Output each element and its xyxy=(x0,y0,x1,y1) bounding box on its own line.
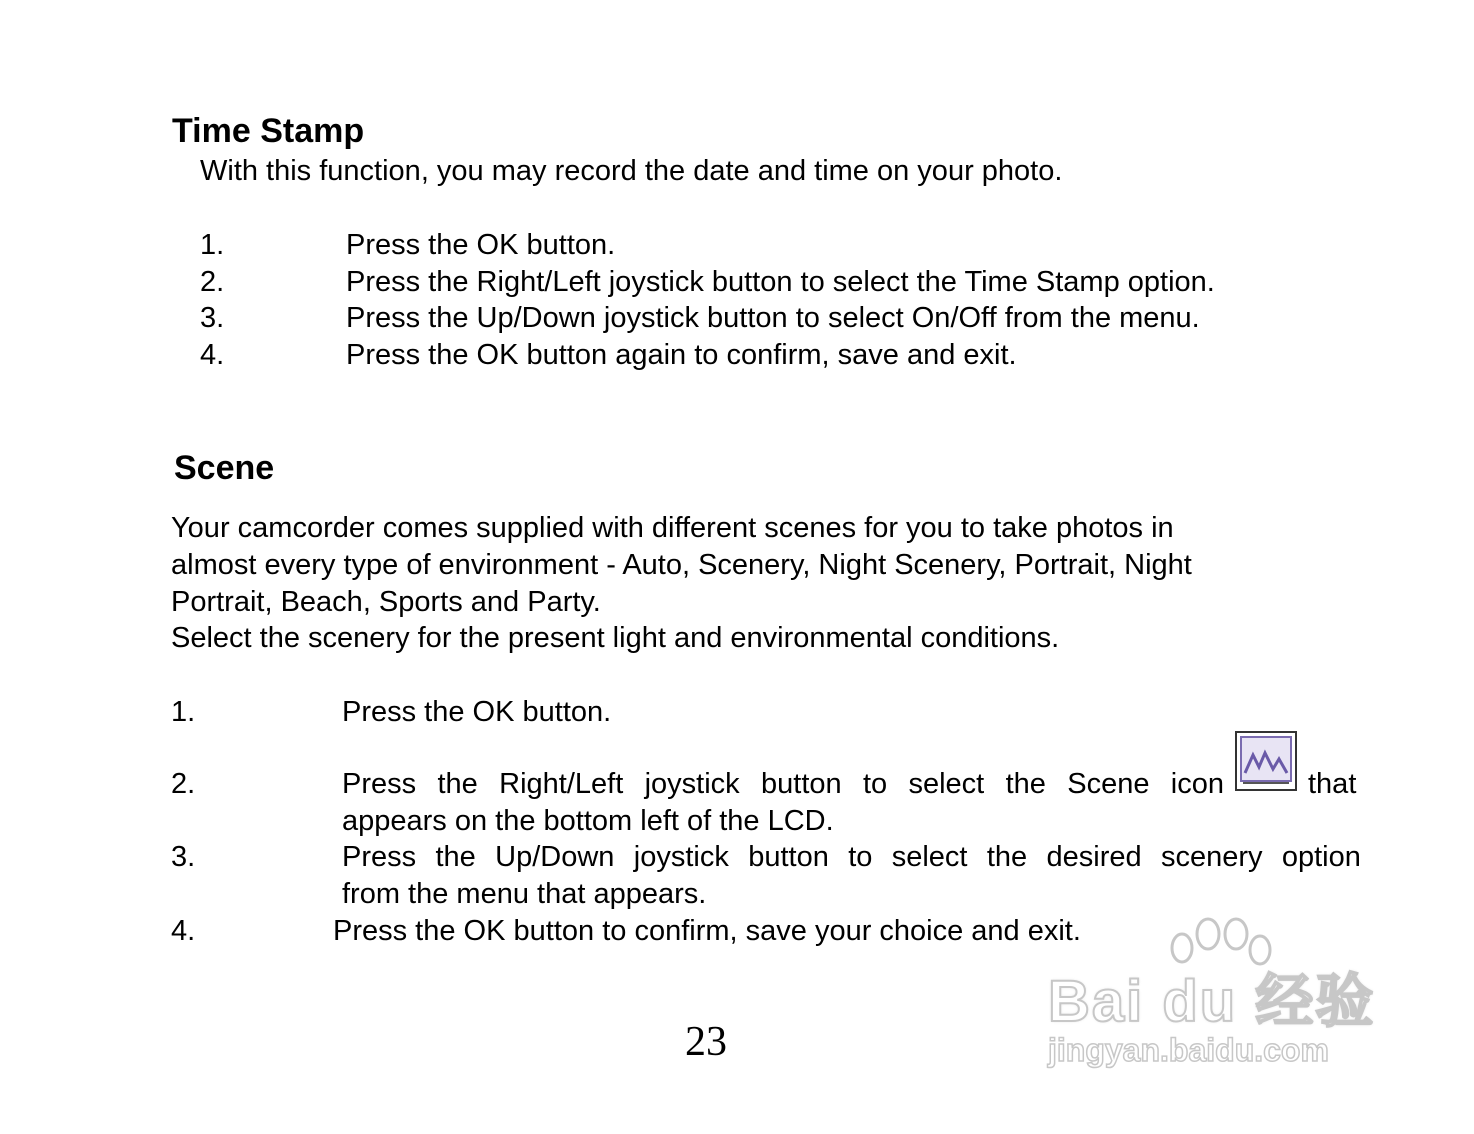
time-stamp-step-text: Press the Up/Down joystick button to select On/Off from the menu. xyxy=(346,302,1200,334)
scene-step-text: Press the OK button to confirm, save your choice and exit. xyxy=(333,915,1081,947)
word: scenery xyxy=(1160,841,1263,873)
time-stamp-step-num: 2. xyxy=(200,266,225,298)
scene-step-2-line2: appears on the bottom left of the LCD. xyxy=(342,805,834,837)
scene-intro-line: Your camcorder comes supplied with different scenes for you to take photos in xyxy=(171,512,1174,544)
word: Scene xyxy=(1067,768,1150,800)
time-stamp-step-text: Press the Right/Left joystick button to select the Time Stamp option. xyxy=(346,266,1215,298)
scene-intro-line: almost every type of environment - Auto, Scenery, Night Scenery, Portrait, Night xyxy=(171,549,1192,581)
scene-step-text: Press the OK button. xyxy=(342,696,612,728)
scene-heading: Scene xyxy=(174,449,275,487)
word: icon xyxy=(1170,768,1224,800)
word: select xyxy=(908,768,985,800)
scene-step-num: 4. xyxy=(171,915,196,947)
time-stamp-step-num: 1. xyxy=(200,229,225,261)
scene-intro-line: Portrait, Beach, Sports and Party. xyxy=(171,586,601,618)
word: joystick xyxy=(633,841,729,873)
scene-step-3-line2: from the menu that appears. xyxy=(342,878,707,910)
word: to xyxy=(848,841,873,873)
word: Right/Left xyxy=(499,768,624,800)
time-stamp-step-num: 4. xyxy=(200,339,225,371)
page-number: 23 xyxy=(685,1019,727,1065)
scene-step-num: 3. xyxy=(171,841,196,873)
scene-step-2-after-icon: that xyxy=(1308,768,1357,800)
word: Press xyxy=(342,841,417,873)
time-stamp-step-num: 3. xyxy=(200,302,225,334)
baidu-watermark xyxy=(1040,920,1400,1080)
word: to xyxy=(862,768,888,800)
word: the xyxy=(1005,768,1046,800)
watermark-main-text: Bai du 经验 xyxy=(1048,969,1376,1034)
word: option xyxy=(1281,841,1361,873)
time-stamp-step-text: Press the OK button again to confirm, save and exit. xyxy=(346,339,1017,371)
time-stamp-step-text: Press the OK button. xyxy=(346,229,616,261)
word: desired xyxy=(1046,841,1142,873)
word: the xyxy=(435,841,476,873)
word: button xyxy=(748,841,829,873)
word: Up/Down xyxy=(495,841,615,873)
time-stamp-intro: With this function, you may record the date and time on your photo. xyxy=(200,155,1063,187)
word: select xyxy=(891,841,968,873)
time-stamp-heading: Time Stamp xyxy=(172,112,365,150)
watermark-url: jingyan.baidu.com xyxy=(1048,1032,1329,1068)
word: Press xyxy=(342,768,417,800)
scene-step-num: 2. xyxy=(171,768,196,800)
scene-intro-line: Select the scenery for the present light and environmental conditions. xyxy=(171,622,1060,654)
word: joystick xyxy=(644,768,740,800)
word: button xyxy=(761,768,842,800)
word: the xyxy=(986,841,1028,873)
scene-step-2-line1 xyxy=(342,766,1224,802)
scene-step-3-line1 xyxy=(342,839,1361,875)
scene-step-num: 1. xyxy=(171,696,196,728)
scene-icon xyxy=(1235,731,1297,791)
word: the xyxy=(437,768,478,800)
